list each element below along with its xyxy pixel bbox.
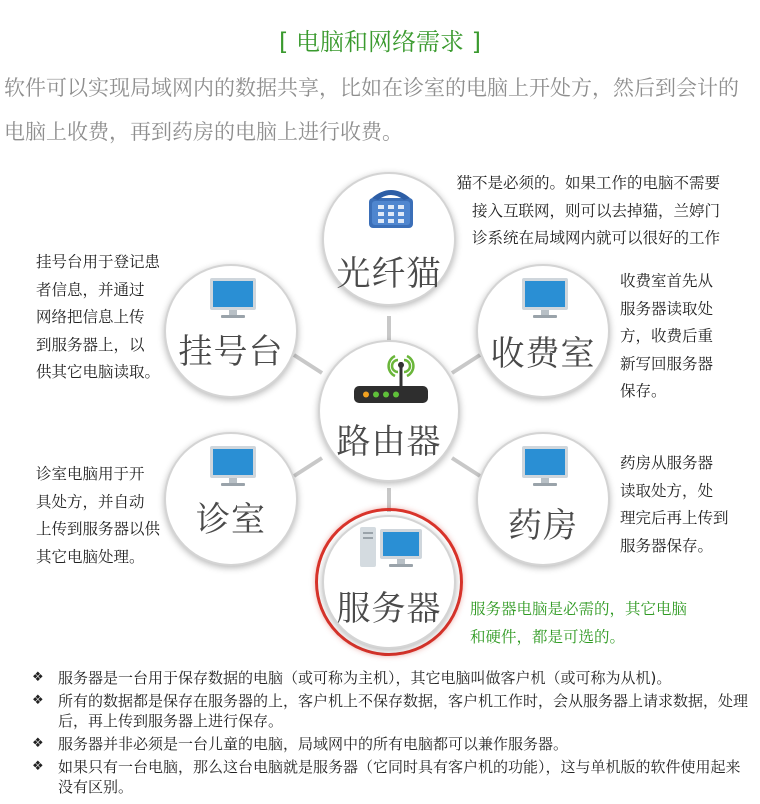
note-line: 服务器保存。 <box>620 536 714 555</box>
node-registration <box>164 264 298 398</box>
bullet-list <box>32 668 752 800</box>
list-item <box>32 734 752 754</box>
bullet-text: 服务器是一台用于保存数据的电脑（或可称为主机），其它电脑叫做客户机（或可称为从机)。 <box>58 669 672 687</box>
diamond-bullet-icon: ❖ <box>32 693 44 708</box>
note-modem <box>438 170 720 253</box>
note-line: 到服务器上，以 <box>36 335 145 354</box>
note-server <box>470 596 730 651</box>
note-registration <box>36 249 176 387</box>
note-line: 读取处方，处 <box>620 481 714 500</box>
note-pharmacy <box>620 450 750 560</box>
note-line: 接入互联网，则可以去掉猫，兰婷门 <box>471 201 720 220</box>
note-line: 服务器电脑是必需的，其它电脑 <box>470 600 688 618</box>
node-label: 诊室 <box>196 500 266 540</box>
note-line: 猫不是必须的。如果工作的电脑不需要 <box>456 174 720 192</box>
note-line: 挂号台用于登记患 <box>36 253 161 271</box>
node-label: 收费室 <box>490 334 596 374</box>
node-label: 药房 <box>508 506 578 546</box>
wifi-router-icon <box>352 354 430 406</box>
node-label: 光纤猫 <box>336 254 442 294</box>
diamond-bullet-icon: ❖ <box>32 759 44 774</box>
note-line: 供其它电脑读取。 <box>36 363 161 381</box>
node-server <box>322 515 456 649</box>
note-line: 服务器读取处 <box>620 299 714 318</box>
note-line: 者信息，并通过 <box>36 280 145 299</box>
note-line: 收费室首先从 <box>620 272 714 290</box>
list-item <box>32 668 752 688</box>
node-label: 服务器 <box>336 589 442 629</box>
note-line: 新写回服务器 <box>620 354 714 373</box>
connector-clinic <box>294 458 322 476</box>
note-line: 上传到服务器以供 <box>36 520 161 538</box>
diamond-bullet-icon: ❖ <box>32 736 44 751</box>
note-cashier <box>620 268 732 406</box>
monitor-icon <box>520 444 570 488</box>
desktop-computer-icon <box>358 525 424 569</box>
list-item <box>32 691 752 731</box>
telephone-modem-icon <box>366 184 416 230</box>
node-label: 挂号台 <box>178 332 284 372</box>
bullet-text: 所有的数据都是保存在服务器的上，客户机上不保存数据，客户机工作时，会从服务器上请求数据，处理后，再上传到服务器上进行保存。 <box>58 692 749 730</box>
note-line: 和硬件，都是可选的。 <box>470 627 626 646</box>
bullet-text: 如果只有一台电脑，那么这台电脑就是服务器（它同时具有客户机的功能），这与单机版的软件使用起来没有区别。 <box>58 758 741 796</box>
diamond-bullet-icon: ❖ <box>32 670 44 685</box>
page-title: [ 电脑和网络需求 ] <box>279 28 481 56</box>
note-clinic <box>36 461 176 571</box>
note-line: 诊室电脑用于开 <box>36 465 145 483</box>
note-line: 方，收费后重 <box>620 327 714 345</box>
node-modem <box>322 172 456 306</box>
note-line: 网络把信息上传 <box>36 308 145 326</box>
note-line: 具处方，并自动 <box>36 492 145 511</box>
monitor-icon <box>208 276 258 320</box>
connector-cashier <box>452 355 480 373</box>
list-item <box>32 757 752 797</box>
intro-line: 电脑上收费，再到药房的电脑上进行收费。 <box>4 120 403 144</box>
node-clinic <box>164 432 298 566</box>
node-router <box>318 340 460 482</box>
node-pharmacy <box>476 432 610 566</box>
note-line: 保存。 <box>620 382 667 400</box>
note-line: 药房从服务器 <box>620 454 714 472</box>
note-line: 理完后再上传到 <box>620 509 729 527</box>
note-line: 其它电脑处理。 <box>36 547 145 566</box>
monitor-icon <box>208 444 258 488</box>
node-label: 路由器 <box>336 422 442 462</box>
monitor-icon <box>520 276 570 320</box>
intro-line: 软件可以实现局域网内的数据共享，比如在诊室的电脑上开处方，然后到会计的 <box>4 76 739 100</box>
node-cashier <box>476 264 610 398</box>
bullet-text: 服务器并非必须是一台儿童的电脑，局域网中的所有电脑都可以兼作服务器。 <box>58 735 569 753</box>
note-line: 诊系统在局域网内就可以很好的工作 <box>471 229 720 247</box>
connector-registration <box>294 355 322 373</box>
